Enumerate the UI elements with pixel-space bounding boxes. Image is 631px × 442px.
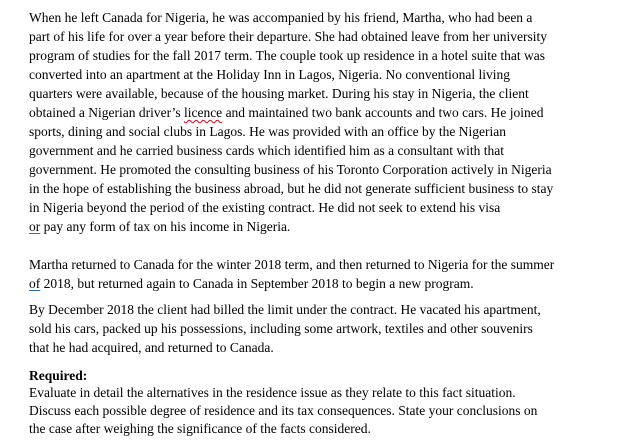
text-line (29, 217, 290, 236)
text-line: in the hope of establishing the business abroad, but he did not generate sufficient business to stay (29, 181, 554, 196)
text-line: quarters were available, because of the housing market. During his stay in Nigeria, the client (29, 86, 529, 101)
text-line: When he left Canada for Nigeria, he was accompanied by his friend, Martha, who had been a (29, 10, 533, 25)
text-line: Martha returned to Canada for the winter 2018 term, and then returned to Nigeria for the summer (29, 257, 555, 272)
text-segment: and maintained two bank accounts and two cars. He joined (222, 105, 544, 120)
text-line: part of his life for over a year before their departure. She had obtained leave from her university (29, 29, 548, 44)
text-line: sports, dining and social clubs in Lagos. He was provided with an office by the Nigerian (29, 124, 507, 139)
text-line: sold his cars, packed up his possessions, including some artwork, textiles and other souvenirs (29, 321, 533, 336)
text-line: in Nigeria beyond the period of the existing contract. He did not seek to extend his visa (29, 200, 501, 215)
text-line: By December 2018 the client had billed the limit under the contract. He vacated his apartment, (29, 302, 541, 317)
text-line: converted into an apartment at the Holiday Inn in Lagos, Nigeria. No conventional living (29, 67, 510, 82)
required-heading: Required: (29, 368, 88, 383)
text-line: Evaluate in detail the alternatives in the residence issue as they relate to this fact situation. (29, 385, 516, 400)
text-segment: 2018, but returned again to Canada in September 2018 to begin a new program. (40, 276, 474, 291)
text-line: government. He promoted the consulting business of his Toronto Corporation actively in Nigeria (29, 162, 552, 177)
text-line (29, 103, 543, 122)
text-segment: obtained a Nigerian driver’s (29, 105, 184, 120)
grammar-flag-word[interactable]: of (29, 276, 41, 291)
text-line: the case after weighing the significance of the facts considered. (29, 421, 371, 436)
text-line: Discuss each possible degree of residence and its tax consequences. State your conclusions on (29, 403, 538, 418)
text-line: government and he carried business cards which identified him as a consultant with that (29, 143, 504, 158)
text-line (29, 274, 474, 293)
text-line: that he had acquired, and returned to Canada. (29, 340, 274, 355)
grammar-flag-word[interactable]: or (29, 219, 41, 234)
text-line: program of studies for the fall 2017 term. The couple took up residence in a hotel suite that was (29, 48, 545, 63)
text-segment: pay any form of tax on his income in Nigeria. (40, 219, 291, 234)
spellcheck-word[interactable]: licence (183, 105, 223, 120)
